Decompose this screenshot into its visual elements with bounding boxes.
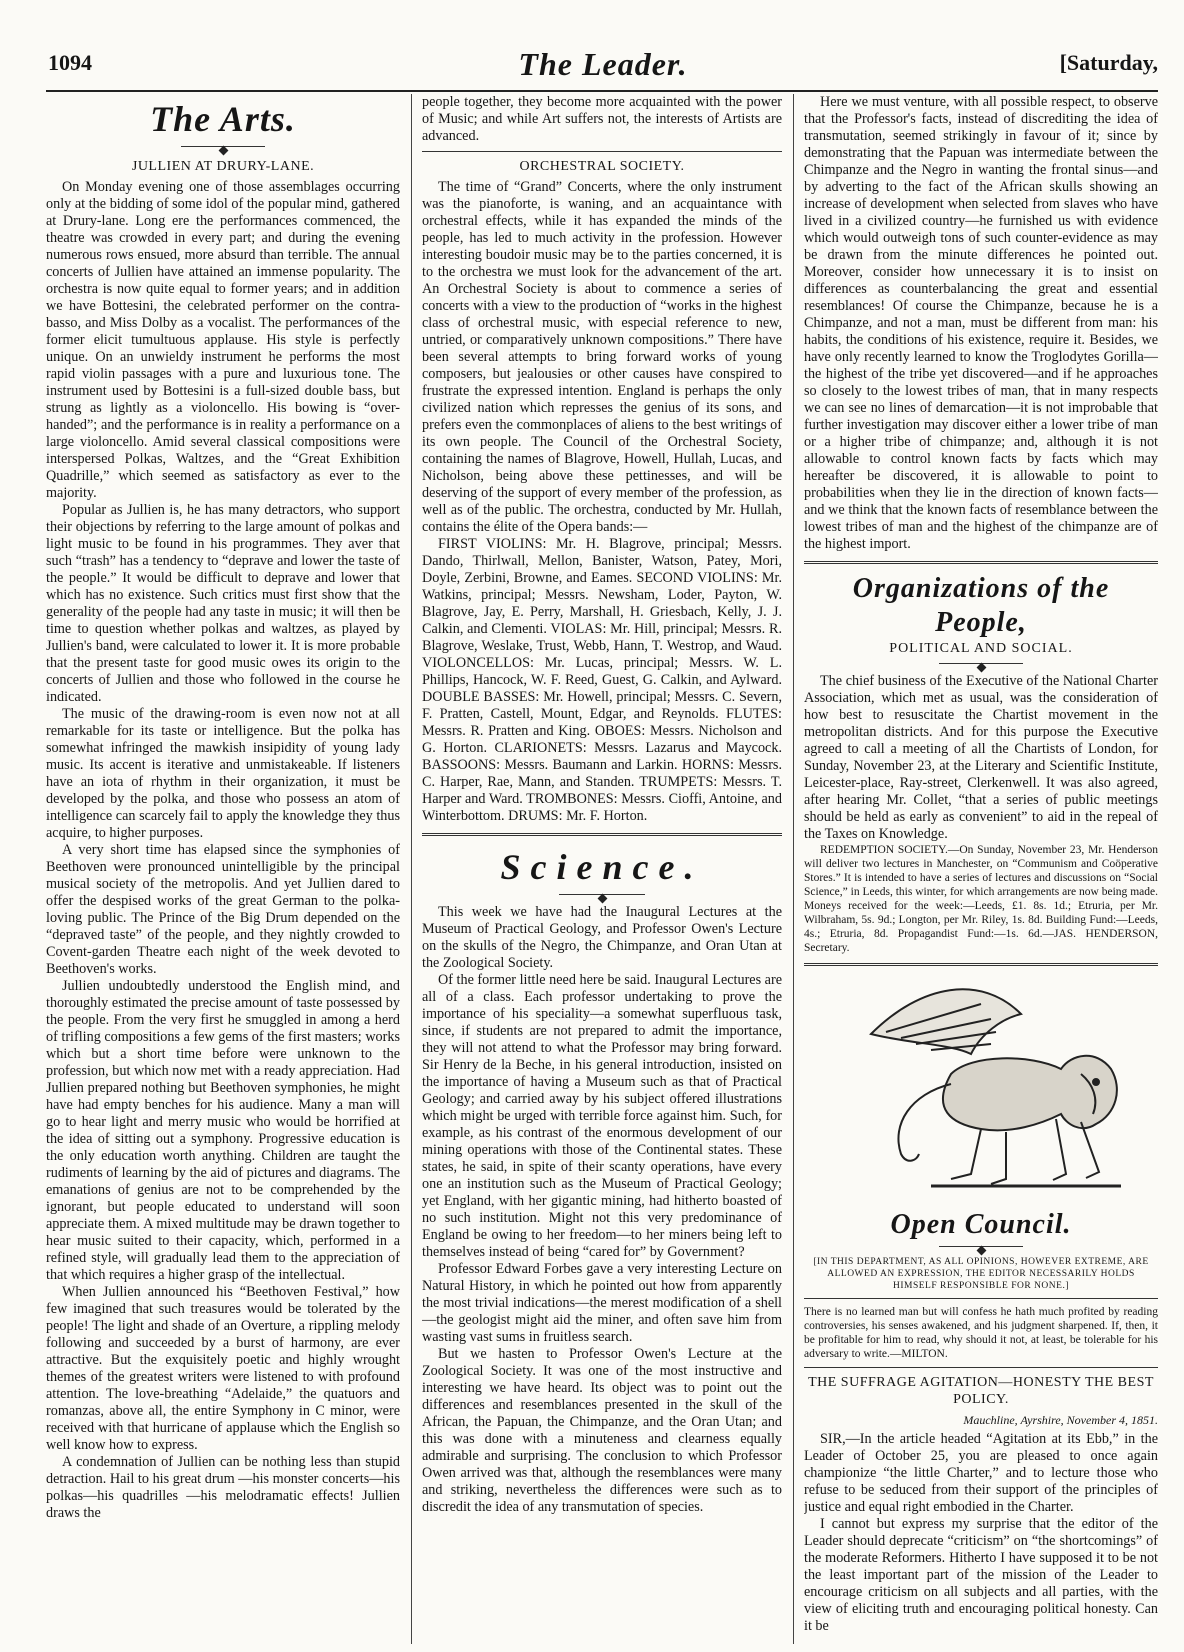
column-3 xyxy=(804,94,1158,1644)
ornament-divider xyxy=(46,142,400,152)
newspaper-page xyxy=(30,0,1160,1652)
article-title-suffrage: THE SUFFRAGE AGITATION—HONESTY THE BEST POLICY. xyxy=(808,1375,1154,1407)
divider xyxy=(422,151,782,152)
paragraph: Professor Edward Forbes gave a very interesting Lecture on Natural History, in which he pointed out how from apparently the most trivial indications—the merest modification of a shell—the geologist might aid the miner, and often save him from wasting vast sums in fruitless search. xyxy=(422,1261,782,1345)
column-1 xyxy=(46,94,400,1644)
ornament-divider xyxy=(804,1242,1158,1252)
editorial-note: [IN THIS DEPARTMENT, AS ALL OPINIONS, HOWEVER EXTREME, ARE ALLOWED AN EXPRESSION, THE EDITOR NECESSARILY HOLDS HIMSELF RESPONSIBLE FOR NONE.] xyxy=(813,1257,1149,1291)
divider xyxy=(422,833,782,836)
paragraph: Of the former little need here be said. Inaugural Lectures are all of a class. Each professor undertaking to prove the importance of his speciality—a somewhat superfluous task, since, if students are not prepared to admit the importance, they will not attend to what the Professor may bring forward. Sir Henry de la Beche, in his general introduction, insisted on the importance of having a Museum such as that of Practical Geology; and carried away by his subject offered illustrations which might be urged with terrible force against him. Such, for example, as his contrast of the enormous development of our mining operations with those of the Continental states. These states, he said, in spite of their scanty operations, have every one an institution such as the Museum of Practical Geology; yet England, with her gigantic mining, had hitherto boasted of no such institution. Might not this very predominance of England be owing to her freedom—to her miners being left to themselves instead of being “cared for” by Government? xyxy=(422,972,782,1260)
paragraph: SIR,—In the article headed “Agitation at its Ebb,” in the Leader of October 25, you are pleased to once again championize “the little Charter,” and to lecture those who refuse to be seduced from their support of the principles of justice and equal right embodied in the Charter. xyxy=(804,1431,1158,1515)
paragraph: When Jullien announced his “Beethoven Festival,” how few imagined that such treasures would be tolerated by the people! The light and shade of an Overture, a rippling melody following and succeeded by a burst of harmony, are ever attractive. But the exquisitely poetic and highly wrought themes of the greatest writers were listened to with profound attention. The love-breathing “Adelaide,” the quatuors and romanzas, above all, the entire Symphony in C minor, were received with that hurricane of applause which the English so well know how to express. xyxy=(46,1284,400,1453)
ornament-divider xyxy=(422,890,782,900)
paragraph: Jullien undoubtedly understood the English mind, and thoroughly estimated the precise amount of taste possessed by the people. From the very first he smuggled in among a herd of trifling compositions a few gems of the first masters; works which but a short time before were unknown to the profession, but which now met with a ready appreciation. Had Jullien prepared nothing but Beethoven symphonies, he might have had empty benches for his audience. Many a man will go to hear light and merry music who would be horrified at the idea of sitting out a symphony. Progressive education is the only education worth anything. Children are taught the rudiments of learning by the aid of pictures and diagrams. The emanations of genius are not to be comprehended by the ignorant, but people educated to understand will soon appreciate them. A mixed multitude may be drawn together to hear music suited to their capacity, which, performed in a refined style, will gradually lead them to the appreciation of that which requires a higher grasp of the intellectual. xyxy=(46,978,400,1283)
paragraph: A condemnation of Jullien can be nothing less than stupid detraction. Hail to his great drum —his monster concerts—his polkas—his quadrilles —his melodramatic effects! Jullien draws the xyxy=(46,1454,400,1521)
divider xyxy=(804,1298,1158,1299)
paragraph: On Monday evening one of those assemblages occurring only at the bidding of some idol of the popular mind, gathered at Drury-lane. Long ere the performances commenced, the theatre was crowded in every part; and during the evening numerous rows ensued, more absurd than terrible. The annual concerts of Jullien have attained an immense popularity. The orchestra is now quite equal to former years; and in addition we have Bottesini, the celebrated performer on the contra-basso, and Miss Dolby as a vocalist. The performances of the former elicit tumultuous applause. His style is perfectly unique. On an unwieldy instrument he performs the most rapid violin passages with a pure and luxurious tone. The instrument used by Bottesini is a full-sized double bass, but strung as lightly as a violoncello. His bowing is “over-handed”; and the performance is in reality a performance on a large violoncello. Amid several classical compositions were interspersed Polkas, Waltzes, and the “Great Exhibition Quadrille,” which seemed as satisfactory as ever to the majority. xyxy=(46,179,400,501)
page-number: 1094 xyxy=(48,50,92,75)
letter-dateline: Mauchline, Ayrshire, November 4, 1851. xyxy=(963,1413,1158,1427)
paragraph: The music of the drawing-room is even now not at all remarkable for its taste or intelligence. But the polka has somewhat infringed the mawkish insipidity of young lady music. Its accent is iterative and unmistakeable. If listeners have an iota of rhythm in their organization, it must be developed by the polka, and those who possess an atom of intelligence can scarcely fail to apply the knowledge they thus acquire, to higher purposes. xyxy=(46,706,400,841)
section-heading-science: Science. xyxy=(500,847,704,887)
column-rule xyxy=(411,94,412,1644)
paragraph: Here we must venture, with all possible respect, to observe that the Professor's facts, instead of discrediting the idea of transmutation, seemed strikingly in favour of it; since by demonstrating that the Papuan was intermediate between the Chimpanze and the Negro in wanting the frontal sinus—and by adverting to the fact of the African skulls showing an increase of development when selected from slaves who have lived in a civilized country—he furnished us with evidence which would outweigh tons of such counter-evidence as may be drawn from the minute differences he pointed out. Moreover, consider how unnecessary it is to insist on differences as counterbalancing the great and essential resemblances! Of course the Chimpanze, because he is a Chimpanze, and not a man, must be different from man: his habits, the conditions of his existence, require it. Besides, we have only recently learned to know the Troglodytes Gorilla—the highest of the tribe yet discovered—and if he approaches so closely to the lowest tribes of man, that in many respects we can see no lines of demarcation—it is not improbable that further investigation may discover either a lower tribe of man or a higher tribe of chimpanze; and, although it is not allowable to control known facts by facts which may hereafter be discovered, it is allowable to point to probabilities when they lie in the direction of known facts—and we think that the known facts of resemblance between the lowest tribes of man and the highest of the chimpanze are of the highest import. xyxy=(804,94,1158,552)
section-heading-organizations: Organizations of the People, xyxy=(852,573,1110,638)
article-title-orchestral: ORCHESTRAL SOCIETY. xyxy=(519,159,685,174)
divider xyxy=(804,561,1158,564)
paragraph: This week we have had the Inaugural Lectures at the Museum of Practical Geology, and Professor Owen's Lecture on the skulls of the Negro, the Chimpanze, and Oran Utan at the Zoological Society. xyxy=(422,904,782,971)
paragraph: A very short time has elapsed since the symphonies of Beethoven were pronounced unintelligible by the principal musical society of the metropolis. And yet Jullien dared to offer the despised works of the great German to the polka-loving public. The Prince of the Big Drum depended on the “depraved taste” of the people, and they nightly crowded to Covent-garden Theatre each night of the week devoted to Beethoven's works. xyxy=(46,842,400,977)
griffin-illustration xyxy=(831,974,1131,1204)
section-heading-arts: The Arts. xyxy=(150,99,296,139)
column-rule xyxy=(793,94,794,1644)
paragraph: The time of “Grand” Concerts, where the only instrument was the pianoforte, is waning, and an acquaintance with orchestral effects, while it has expanded the minds of the people, has led to much activity in the profession. However interesting boudoir music may be to the parties concerned, it is to the orchestra we must look for the advancement of the art. An Orchestral Society is about to commence a series of concerts with a view to the production of “works in the highest class of orchestral music, with especial reference to new, untried, or comparatively unknown compositions.” There have been several attempts to bring forward works of young composers, but jealousies or other causes have conspired to frustrate the expressed intention. England is perhaps the only civilized nation which represses the genius of its sons, and prefers even the commonplaces of aliens to the best writings of its own people. The Council of the Orchestral Society, containing the names of Blagrove, Howell, Hullah, Lucas, and Nicholson, being above these pettinesses, and will be deserving of the support of every member of the profession, as well as of the public. The orchestra, conducted by Mr. Hullah, contains the élite of the Opera bands:— xyxy=(422,179,782,535)
section-subheading: POLITICAL AND SOCIAL. xyxy=(889,641,1073,656)
paragraph: FIRST VIOLINS: Mr. H. Blagrove, principal; Messrs. Dando, Thirlwall, Mellon, Banister, Watson, Patey, Mori, Doyle, Zerbini, Browne, and Eames. SECOND VIOLINS: Mr. Watkins, principal; Messrs. Newsham, Loder, Payton, W. Blagrove, Jay, E. Perry, Marshall, H. Griesbach, Kelly, J. J. Calkin, and Clementi. VIOLAS: Mr. Hill, principal; Messrs. R. Blagrove, Weslake, Trust, Webb, Hann, T. Westrop, and Waud. VIOLONCELLOS: Mr. Lucas, principal; Messrs. W. L. Phillips, Hancock, W. F. Reed, Guest, G. Calkin, and Aylward. DOUBLE BASSES: Mr. Howell, principal; Messrs. C. Severn, F. Pratten, Castell, Mount, Edgar, and Reynolds. FLUTES: Messrs. R. Pratten and King. OBOES: Messrs. Nicholson and G. Horton. CLARIONETS: Messrs. Lazarus and Maycock. BASSOONS: Messrs. Baumann and Larkin. HORNS: Messrs. C. Harper, Rae, Mann, and Standen. TRUMPETS: Messrs. T. Harper and Ward. TROMBONES: Messrs. Cioffi, Antoine, and Winterbottom. DRUMS: Mr. F. Horton. xyxy=(422,536,782,824)
paragraph: REDEMPTION SOCIETY.—On Sunday, November 23, Mr. Henderson will deliver two lectures in Manchester, on “Communism and Coöperative Stores.” It is intended to have a series of lectures and discussions on “Social Science,” in Leeds, this winter, for which arrangements are now being made. Moneys received for the week:—Leeds, £1. 8s. 1d.; Etruria, per Mr. Wilbraham, 5s. 9d.; Longton, per Mr. Riley, 1s. 8d. Building Fund:—Leeds, 4s.; Etruria, 8d. Propagandist Fund:—1s. 6d.—JAS. HENDERSON, Secretary. xyxy=(804,844,1158,954)
paragraph: people together, they become more acquainted with the power of Music; and while Art suffers not, the interests of Artists are advanced. xyxy=(422,94,782,144)
column-2 xyxy=(422,94,782,1644)
divider xyxy=(804,1367,1158,1368)
divider xyxy=(804,963,1158,966)
paragraph: The chief business of the Executive of the National Charter Association, which met as usual, was the consideration of how best to resuscitate the Chartist movement in the metropolitan districts. And for this purpose the Executive agreed to call a meeting of all the Chartists of London, for Sunday, November 23, at the Literary and Scientific Institute, Leicester-place, Ray-street, Clerkenwell. It was also agreed, after hearing Mr. Collet, “that a series of public meetings should be held as early as convenient” to aid in the repeal of the Taxes on Knowledge. xyxy=(804,673,1158,842)
ornament-divider xyxy=(804,659,1158,669)
quote-milton: There is no learned man but will confess he hath much profited by reading controversies, his senses awakened, and his judgment sharpened. If, then, it be profitable for him to read, why should it not, at least, be tolerable for his adversary to write.—MILTON. xyxy=(804,1306,1158,1360)
masthead xyxy=(48,46,1158,90)
section-heading-open-council: Open Council. xyxy=(890,1209,1072,1240)
issue-day: [Saturday, xyxy=(1059,50,1158,75)
article-title-jullien: JULLIEN AT DRURY-LANE. xyxy=(131,159,315,174)
paragraph: But we hasten to Professor Owen's Lecture at the Zoological Society. It was one of the most instructive and interesting we have heard. Its object was to point out the differences and resemblances presented in the skull of the African, the Papuan, the Chimpanze, and the Oran Utan; and this was done with a minuteness and clearness equally admirable and surprising. The conclusion to which Professor Owen arrived was that, although the resemblances were many and striking, nevertheless the differences were such as to discredit the idea of any transmutation of species. xyxy=(422,1346,782,1515)
paragraph: I cannot but express my surprise that the editor of the Leader should deprecate “criticism” on “the shortcomings” of the moderate Reformers. Hitherto I have supposed it to be not the least important part of the mission of the Leader to encourage criticism on all subjects and all parties, with the view of eliciting truth and encouraging political honesty. Can it be xyxy=(804,1516,1158,1634)
newspaper-title: The Leader. xyxy=(518,46,688,82)
masthead-rule xyxy=(46,90,1158,92)
paragraph: Popular as Jullien is, he has many detractors, who support their objections by referring to the large amount of polkas and light music to be found in his programmes. They aver that such “trash” has a tendency to “deprave and lower the taste of the people.” It would be difficult to deprave and lower that which has no existence. Such critics must first show that the generality of the people had any taste in music; it will then be time to question whether polkas and waltzes, as played by Jullien's band, were calculated to lower it. It is more probable that the present taste for good music owes its origin to the concerts of Jullien and those who followed in the course he indicated. xyxy=(46,502,400,705)
